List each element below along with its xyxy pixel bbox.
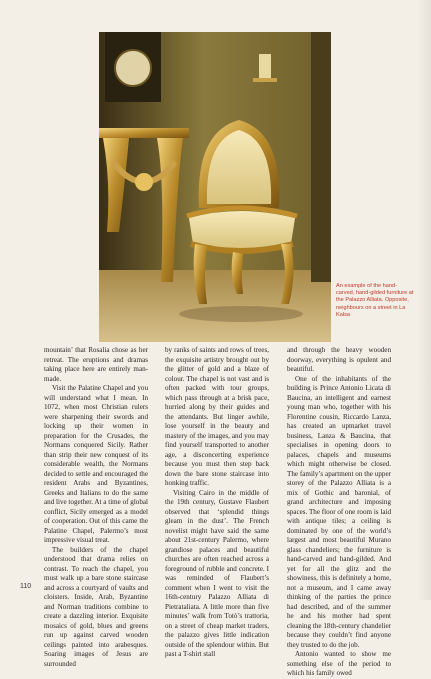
paragraph: Visit the Palatine Chapel and you will understand what I mean. In 1072, when most Christian rulers were sharpening their swords and locking up their women in preparation for the Crusades, the Normans conquered Sicily. Rather than strip their new conquest of its considerable wealth, the Normans decided to settle and encouraged the resident Arabs and Byzantines, Greeks and Italians to do the same and live together. At a time of global conflict, Sicily emerged as a model of cooperation. Out of this came the Palatine Chapel, Palermo’s most impressive visual treat. [44, 384, 149, 544]
paragraph: The builders of the chapel understood that drama relies on contrast. To reach the chapel, you must walk up a bare stone staircase and across a courtyard of vaults and cloisters. Inside, Arab, Byzantine and Norman traditions combine to create a dazzling interior. Exquisite mosaics of gold, blues and greens run up against carved wooden ceilings painted into arabesques. Soaring images of Jesus are surrounded [44, 545, 148, 668]
page-fold-shadow [417, 0, 431, 600]
text-column-2 [165, 346, 269, 660]
paragraph: and through the heavy wooden doorway, everything is opulent and beautiful. [287, 346, 391, 373]
text-column-3 [287, 346, 391, 679]
page-number: 110 [20, 583, 32, 590]
furniture-photo [99, 32, 331, 342]
text-column-1 [44, 346, 148, 669]
paragraph: One of the inhabitants of the building is Prince Antonio Licata di Baucina, an intelligent and earnest young man who, together with his Florentine cousin, Riccardo Lanza, has created an upmarket travel business, Lanza & Baucina, that specialises in opening doors to palaces, chapels and museums which might otherwise be closed. The family’s apartment on the upper storey of the Palazzo Alliata is a mix of Gothic and baronial, of grand architecture and imposing spaces. The floor of one room is laid with antique tiles; a ceiling is dominated by one of the world’s largest and most beautiful Murano glass chandeliers; the furniture is hand-carved and hand-gilded. And yet for all the glitz and the showiness, this is definitely a home, not a museum, and I came away thinking of the parties the prince had described, and of the summer he and his mother had spent cleaning the 18th-century chandelier because they couldn’t find anyone they trusted to do the job. [287, 374, 391, 649]
paragraph: Antonio wanted to show me something else of the period to which his family owed [287, 650, 391, 677]
paragraph: by ranks of saints and rows of trees, the exquisite artistry brought out by the glitter of gold and a blaze of colour. The chapel is not vast and is often packed with tour groups, which pass through at a brisk pace, hurried along by their guides and the attendants. But linger awhile, lose yourself in the beauty and mastery of the images, and you may find yourself transported to another age, a disconcerting experience because you must then step back down the bare stone staircase into honking traffic. [165, 346, 269, 487]
photo-illustration [99, 32, 331, 342]
paragraph: mountain’ that Rosalia chose as her retreat. The eruptions and dramas taking place here are entirely man-made. [44, 346, 148, 383]
photo-caption: An example of the hand-carved, hand-gilded furniture at the Palazzo Alliata. Opposite, neighbours on a street in La Kalsa [336, 283, 414, 318]
paragraph: Visiting Cairo in the middle of the 19th century, Gustave Flaubert observed that ‘splendid things gleam in the dust’. The French novelist might have said the same about 21st-century Palermo, where grandiose palaces and beautiful churches are often reached across a foreground of rubble and concrete. I was reminded of Flaubert’s comment when I went to visit the 16th-century Palazzo Alliata di Pietrataliata. A little more than five minutes’ walk from Totò’s trattoria, on a street of cheap market traders, the palazzo gives little indication outside of the splendour within. But past a T-shirt stall [165, 488, 269, 658]
